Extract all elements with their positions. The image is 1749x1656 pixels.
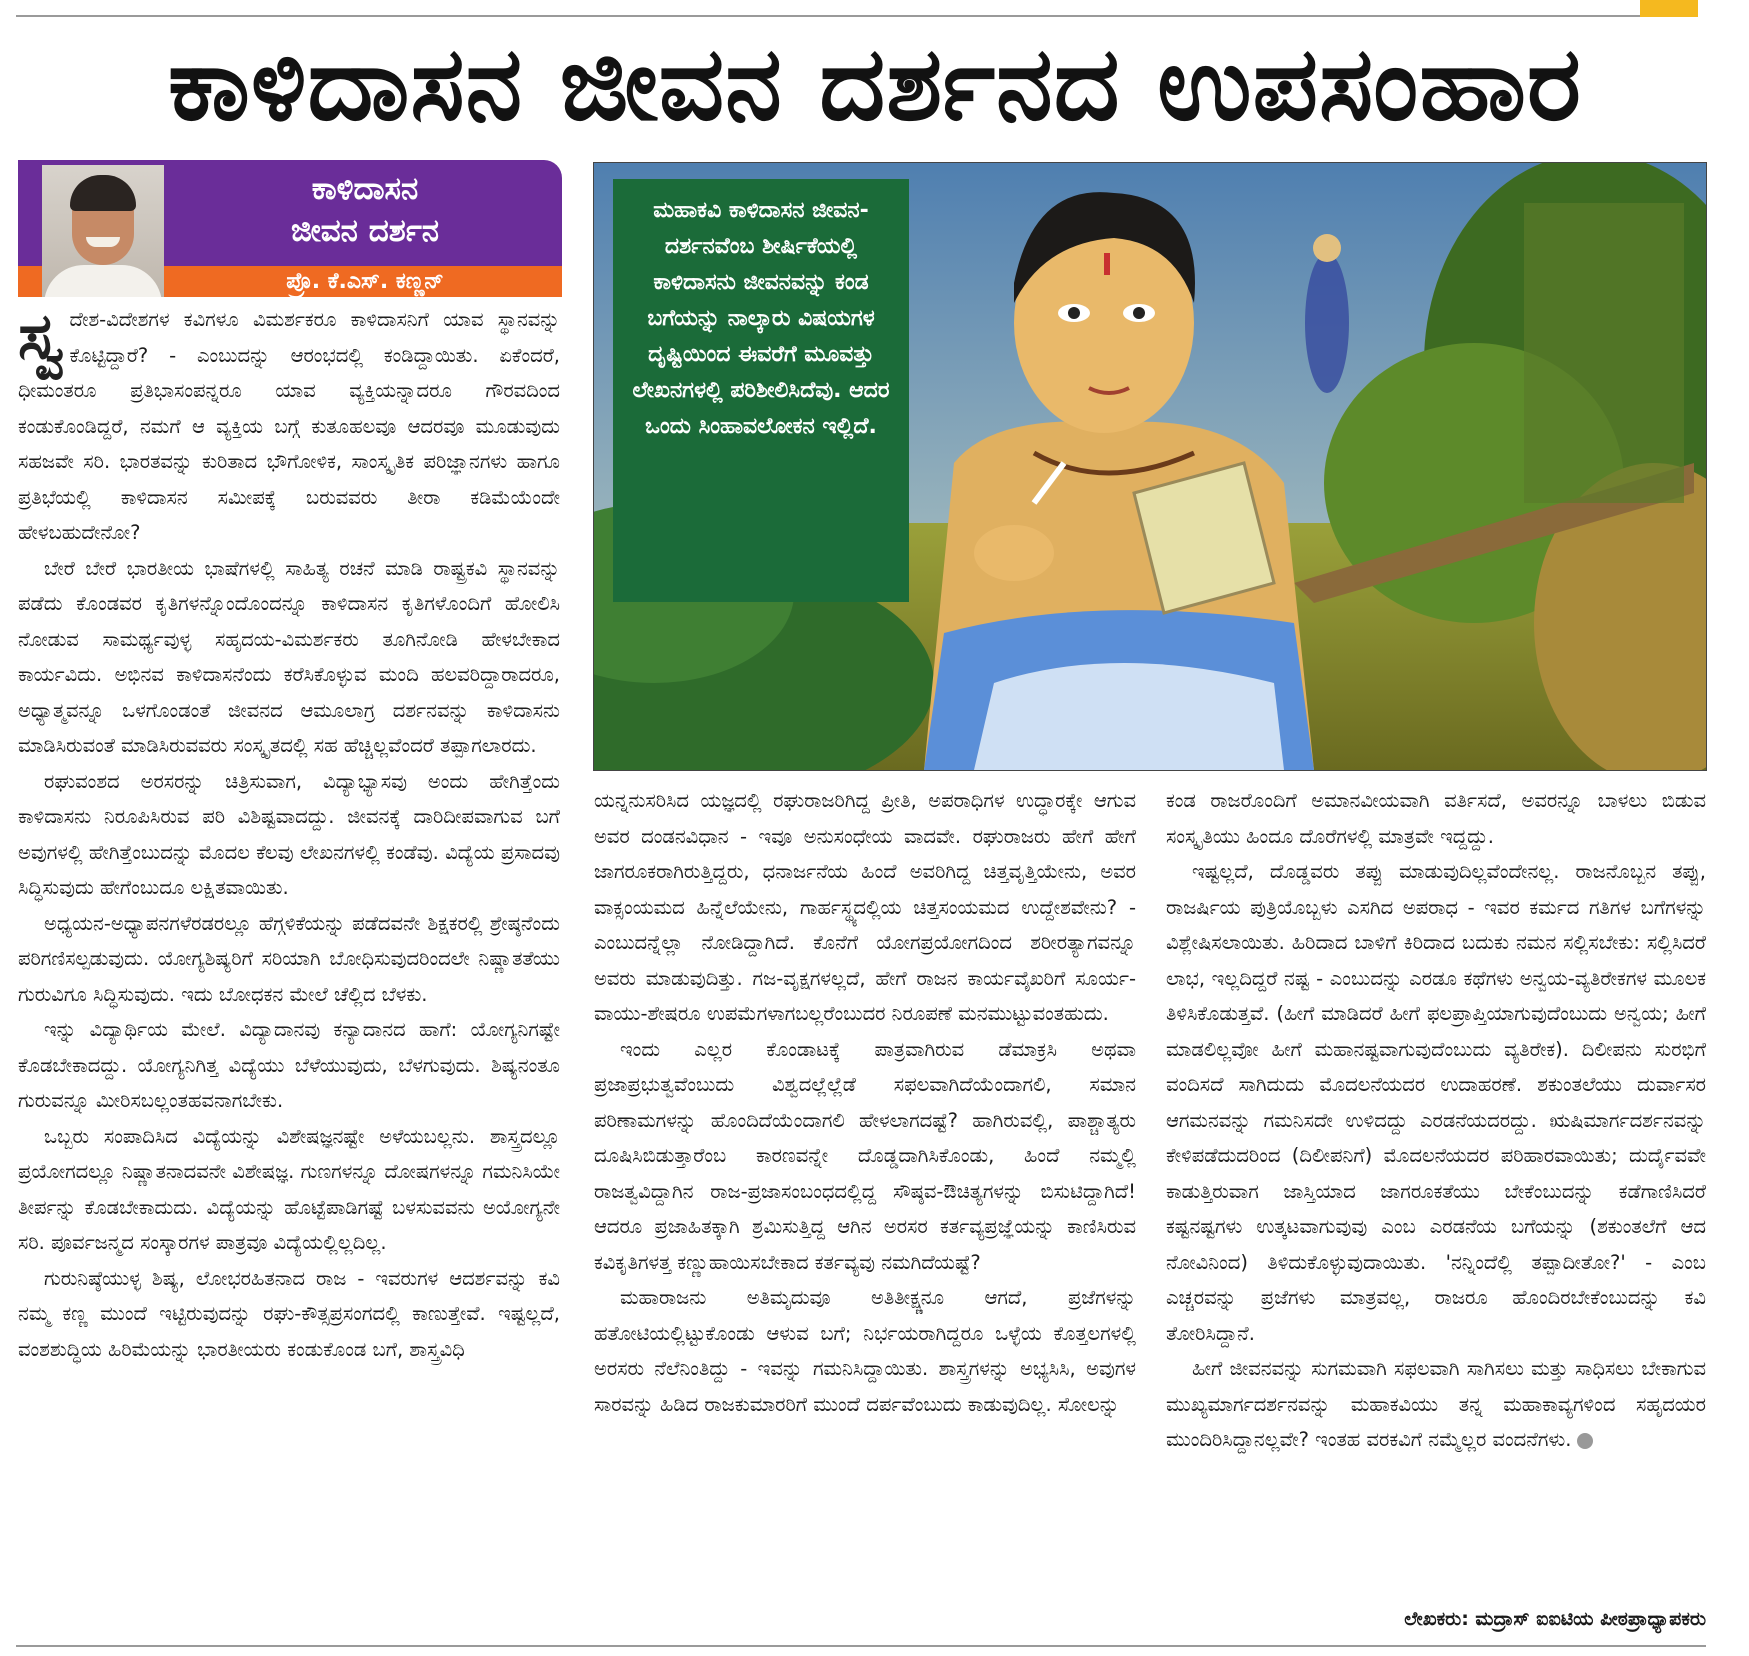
paragraph: ಮಹಾರಾಜನು ಅತಿಮೃದುವೂ ಅತಿತೀಕ್ಷ್ಣನೂ ಆಗದೆ, ಪ್ರಜೆಗಳನ್ನು ಹತೋಟಿಯಲ್ಲಿಟ್ಟುಕೊಂಡು ಆಳುವ ಬಗೆ; ನಿರ್ಭಯರಾಗಿದ್ದರೂ ಒಳ್ಳೆಯ ಕೊತ್ತಲಗಳಲ್ಲಿ ಅರಸರು ನೆಲೆನಿಂತಿದ್ದು - ಇವನ್ನು ಗಮನಿಸಿದ್ದಾಯಿತು. ಶಾಸ್ತ್ರಗಳನ್ನು ಅಭ್ಯಸಿಸಿ, ಅವುಗಳ ಸಾರವನ್ನು ಹಿಡಿದ ರಾಜಕುಮಾರರಿಗೆ ಮುಂದೆ ದರ್ಪವೆಂಬುದು ಕಾಡುವುದಿಲ್ಲ. ಸೋಲನ್ನು — [594, 1286, 1136, 1416]
author-name: ಪ್ರೊ. ಕೆ.ಎಸ್. ಕಣ್ಣನ್ — [286, 269, 444, 294]
paragraph: ಗುರುನಿಷ್ಠೆಯುಳ್ಳ ಶಿಷ್ಯ, ಲೋಭರಹಿತನಾದ ರಾಜ - ಇವರುಗಳ ಆದರ್ಶವನ್ನು ಕವಿ ನಮ್ಮ ಕಣ್ಣ ಮುಂದೆ ಇಟ್ಟಿರುವುದನ್ನು ರಘು-ಕೌತ್ಸಪ್ರಸಂಗದಲ್ಲಿ ಕಾಣುತ್ತೇವೆ. ಇಷ್ಟಲ್ಲದೆ, ವಂಶಶುದ್ಧಿಯ ಹಿರಿಮೆಯನ್ನು ಭಾರತೀಯರು ಕಂಡುಕೊಂಡ ಬಗೆ, ಶಾಸ್ತ್ರವಿಧಿ — [18, 1266, 560, 1361]
article-column-2 — [594, 783, 1136, 1640]
end-bullet-icon — [1577, 1433, 1593, 1449]
paragraph: ಇನ್ನು ವಿದ್ಯಾರ್ಥಿಯ ಮೇಲೆ. ವಿದ್ಯಾದಾನವು ಕನ್ಯಾದಾನದ ಹಾಗೆ: ಯೋಗ್ಯನಿಗಷ್ಟೇ ಕೊಡಬೇಕಾದದ್ದು. ಯೋಗ್ಯನಿಗಿತ್ತ ವಿದ್ಯೆಯು ಬೆಳೆಯುವುದು, ಬೆಳಗುವುದು. ಶಿಷ್ಯನಂತೂ ಗುರುವನ್ನೂ ಮೀರಿಸಬಲ್ಲಂತಹವನಾಗಬೇಕು. — [18, 1018, 560, 1112]
author-credit-note: ಲೇಖಕರು: ಮದ್ರಾಸ್ ಐಐಟಿಯ ಪೀಠಪ್ರಾಧ್ಯಾಪಕರು — [1404, 1608, 1706, 1630]
column-series-title-line1: ಕಾಳಿದಾಸನ — [311, 171, 419, 207]
top-rule — [16, 15, 1640, 17]
column-byline-box — [18, 160, 562, 297]
pullquote-box: ಮಹಾಕವಿ ಕಾಳಿದಾಸನ ಜೀವನ-ದರ್ಶನವೆಂಬ ಶೀರ್ಷಿಕೆಯಲ್ಲಿ ಕಾಳಿದಾಸನು ಜೀವನವನ್ನು ಕಂಡ ಬಗೆಯನ್ನು ನಾಲ್ಕಾರು ವಿಷಯಗಳ ದೃಷ್ಟಿಯಿಂದ ಈವರೆಗೆ ಮೂವತ್ತು ಲೇಖನಗಳಲ್ಲಿ ಪರಿಶೀಲಿಸಿದೆವು. ಆದರ ಒಂದು ಸಿಂಹಾವಲೋಕನ ಇಲ್ಲಿದೆ. — [613, 179, 909, 602]
article-headline: ಕಾಳಿದಾಸನ ಜೀವನ ದರ್ಶನದ ಉಪಸಂಹಾರ — [168, 25, 1582, 144]
paragraph: ಕಂಡ ರಾಜರೊಂದಿಗೆ ಅಮಾನವೀಯವಾಗಿ ವರ್ತಿಸದೆ, ಅವರನ್ನೂ ಬಾಳಲು ಬಿಡುವ ಸಂಸ್ಕೃತಿಯು ಹಿಂದೂ ದೊರೆಗಳಲ್ಲಿ ಮಾತ್ರವೇ ಇದ್ದದ್ದು. — [1166, 789, 1706, 848]
paragraph: ಅಧ್ಯಯನ-ಅಧ್ಯಾಪನಗಳೆರಡರಲ್ಲೂ ಹೆಗ್ಗಳಿಕೆಯನ್ನು ಪಡೆದವನೇ ಶಿಕ್ಷಕರಲ್ಲಿ ಶ್ರೇಷ್ಠನೆಂದು ಪರಿಗಣಿಸಲ್ಪಡುವುದು. ಯೋಗ್ಯಶಿಷ್ಯರಿಗೆ ಸರಿಯಾಗಿ ಬೋಧಿಸುವುದರಿಂದಲೇ ನಿಷ್ಣಾತತೆಯು ಗುರುವಿಗೂ ಸಿದ್ಧಿಸುವುದು. ಇದು ಬೋಧಕನ ಮೇಲೆ ಚೆಲ್ಲಿದ ಬೆಳಕು. — [18, 911, 560, 1006]
paragraph: ಯನ್ನನುಸರಿಸಿದ ಯಜ್ಞದಲ್ಲಿ ರಘುರಾಜರಿಗಿದ್ದ ಪ್ರೀತಿ, ಅಪರಾಧಿಗಳ ಉದ್ಧಾರಕ್ಕೇ ಆಗುವ ಅವರ ದಂಡನವಿಧಾನ - ಇವೂ ಅನುಸಂಧೇಯ ವಾದವೇ. ರಘುರಾಜರು ಹೇಗೆ ಹೇಗೆ ಜಾಗರೂಕರಾಗಿರುತ್ತಿದ್ದರು, ಧನಾರ್ಜನೆಯ ಹಿಂದೆ ಅವರಿಗಿದ್ದ ಚಿತ್ತವೃತ್ತಿಯೇನು, ಅವರ ವಾಕ್ಸಂಯಮದ ಹಿನ್ನೆಲೆಯೇನು, ಗಾರ್ಹಸ್ಥ್ಯದಲ್ಲಿಯ ಚಿತ್ತಸಂಯಮದ ಉದ್ದೇಶವೇನು? - ಎಂಬುದನ್ನೆಲ್ಲಾ ನೋಡಿದ್ದಾಗಿದೆ. ಕೊನೆಗೆ ಯೋಗಪ್ರಯೋಗದಿಂದ ಶರೀರತ್ಯಾಗವನ್ನೂ ಅವರು ಮಾಡುವುದಿತ್ತು. ಗಜ-ವೃಕ್ಷಗಳಲ್ಲದೆ, ಹೇಗೆ ರಾಜನ ಕಾರ್ಯವೈಖರಿಗೆ ಸೂರ್ಯ-ವಾಯು-ಶೇಷರೂ ಉಪಮೆಗಳಾಗಬಲ್ಲರೆಂಬುದರ ನಿರೂಪಣೆ ಮನಮುಟ್ಟುವಂತಹುದು. — [594, 789, 1136, 1025]
bottom-rule — [16, 1645, 1706, 1647]
paragraph: ಬೇರೆ ಬೇರೆ ಭಾರತೀಯ ಭಾಷೆಗಳಲ್ಲಿ ಸಾಹಿತ್ಯ ರಚನೆ ಮಾಡಿ ರಾಷ್ಟ್ರಕವಿ ಸ್ಥಾನವನ್ನು ಪಡೆದು ಕೊಂಡವರ ಕೃತಿಗಳನ್ನೊಂದೊಂದನ್ನೂ ಕಾಳಿದಾಸನ ಕೃತಿಗಳೊಂದಿಗೆ ಹೋಲಿಸಿ ನೋಡುವ ಸಾಮರ್ಥ್ಯವುಳ್ಳ ಸಹೃದಯ-ವಿಮರ್ಶಕರು ತೂಗಿನೋಡಿ ಹೇಳಬೇಕಾದ ಕಾರ್ಯವಿದು. ಅಭಿನವ ಕಾಳಿದಾಸನೆಂದು ಕರೆಸಿಕೊಳ್ಳುವ ಮಂದಿ ಹಲವರಿದ್ದಾರಾದರೂ, ಅಧ್ಯಾತ್ಮವನ್ನೂ ಒಳಗೊಂಡಂತೆ ಜೀವನದ ಆಮೂಲಾಗ್ರ ದರ್ಶನವನ್ನು ಕಾಳಿದಾಸನು ಮಾಡಿಸಿರುವಂತೆ ಮಾಡಿಸಿರುವವರು ಸಂಸ್ಕೃತದಲ್ಲಿ ಸಹ ಹೆಚ್ಚಿಲ್ಲವೆಂದರೆ ತಪ್ಪಾಗಲಾರದು. — [18, 556, 560, 757]
section-color-tab — [1640, 0, 1698, 17]
drop-cap: ಸ್ವ — [18, 302, 64, 374]
paragraph: ರಘುವಂಶದ ಅರಸರನ್ನು ಚಿತ್ರಿಸುವಾಗ, ವಿದ್ಯಾಭ್ಯಾಸವು ಅಂದು ಹೇಗಿತ್ತೆಂದು ಕಾಳಿದಾಸನು ನಿರೂಪಿಸಿರುವ ಪರಿ ವಿಶಿಷ್ಟವಾದದ್ದು. ಜೀವನಕ್ಕೆ ದಾರಿದೀಪವಾಗುವ ಬಗೆ ಅವುಗಳಲ್ಲಿ ಹೇಗಿತ್ತೆಂಬುದನ್ನು ಮೊದಲ ಕೆಲವು ಲೇಖನಗಳಲ್ಲಿ ಕಂಡೆವು. ವಿದ್ಯೆಯ ಪ್ರಸಾದವು ಸಿದ್ಧಿಸುವುದು ಹೇಗೆಂಬುದೂ ಲಕ್ಷಿತವಾಯಿತು. — [18, 769, 560, 899]
paragraph: ಒಬ್ಬರು ಸಂಪಾದಿಸಿದ ವಿದ್ಯೆಯನ್ನು ವಿಶೇಷಜ್ಞನಷ್ಟೇ ಅಳೆಯಬಲ್ಲನು. ಶಾಸ್ತ್ರದಲ್ಲೂ ಪ್ರಯೋಗದಲ್ಲೂ ನಿಷ್ಣಾತನಾದವನೇ ವಿಶೇಷಜ್ಞ. ಗುಣಗಳನ್ನೂ ದೋಷಗಳನ್ನೂ ಗಮನಿಸಿಯೇ ತೀರ್ಪನ್ನು ಕೊಡಬೇಕಾದುದು. ವಿದ್ಯೆಯನ್ನು ಹೊಟ್ಟೆಪಾಡಿಗಷ್ಟೆ ಬಳಸುವವನು ಅಯೋಗ್ಯನೇ ಸರಿ. ಪೂರ್ವಜನ್ಮದ ಸಂಸ್ಕಾರಗಳ ಪಾತ್ರವೂ ವಿದ್ಯೆಯಲ್ಲಿಲ್ಲದಿಲ್ಲ. — [18, 1124, 560, 1254]
paragraph: ಇಂದು ಎಲ್ಲರ ಕೊಂಡಾಟಕ್ಕೆ ಪಾತ್ರವಾಗಿರುವ ಡೆಮಾಕ್ರಸಿ ಅಥವಾ ಪ್ರಜಾಪ್ರಭುತ್ವವೆಂಬುದು ವಿಶ್ವದಲ್ಲೆಲ್ಲೆಡೆ ಸಫಲವಾಗಿದೆಯೆಂದಾಗಲಿ, ಸಮಾನ ಪರಿಣಾಮಗಳನ್ನು ಹೊಂದಿದೆಯೆಂದಾಗಲಿ ಹೇಳಲಾಗದಷ್ಟೆ? ಹಾಗಿರುವಲ್ಲಿ, ಪಾಶ್ಚಾತ್ಯರು ದೂಷಿಸಿಬಿಡುತ್ತಾರೆಂಬ ಕಾರಣವನ್ನೇ ದೊಡ್ಡದಾಗಿಸಿಕೊಂಡು, ಹಿಂದೆ ನಮ್ಮಲ್ಲಿ ರಾಜತ್ವವಿದ್ದಾಗಿನ ರಾಜ-ಪ್ರಜಾಸಂಬಂಧದಲ್ಲಿದ್ದ ಸೌಷ್ಠವ-ಔಚಿತ್ಯಗಳನ್ನು ಬಿಸುಟಿದ್ದಾಗಿದೆ! ಆದರೂ ಪ್ರಜಾಹಿತಕ್ಕಾಗಿ ಶ್ರಮಿಸುತ್ತಿದ್ದ ಆಗಿನ ಅರಸರ ಕರ್ತವ್ಯಪ್ರಜ್ಞೆಯನ್ನು ಕಾಣಿಸಿರುವ ಕವಿಕೃತಿಗಳತ್ತ ಕಣ್ಣುಹಾಯಿಸಬೇಕಾದ ಕರ್ತವ್ಯವು ನಮಗಿದೆಯಷ್ಟೆ? — [594, 1037, 1136, 1274]
paragraph: ಹೀಗೆ ಜೀವನವನ್ನು ಸುಗಮವಾಗಿ ಸಫಲವಾಗಿ ಸಾಗಿಸಲು ಮತ್ತು ಸಾಧಿಸಲು ಬೇಕಾಗುವ ಮುಖ್ಯಮಾರ್ಗದರ್ಶನವನ್ನು ಮಹಾಕವಿಯು ತನ್ನ ಮಹಾಕಾವ್ಯಗಳಿಂದ ಸಹೃದಯರ ಮುಂದಿರಿಸಿದ್ದಾನಲ್ಲವೇ? ಇಂತಹ ವರಕವಿಗೆ ನಮ್ಮೆಲ್ಲರ ವಂದನೆಗಳು. — [1166, 1357, 1706, 1451]
article-column-1 — [18, 302, 560, 1640]
paragraph: ಇಷ್ಟಲ್ಲದೆ, ದೊಡ್ಡವರು ತಪ್ಪು ಮಾಡುವುದಿಲ್ಲವೆಂದೇನಲ್ಲ. ರಾಜನೊಬ್ಬನ ತಪ್ಪು, ರಾಜರ್ಷಿಯ ಪುತ್ರಿಯೊಬ್ಬಳು ಎಸಗಿದ ಅಪರಾಧ - ಇವರ ಕರ್ಮದ ಗತಿಗಳ ಬಗೆಗಳನ್ನು ವಿಶ್ಲೇಷಿಸಲಾಯಿತು. ಹಿರಿದಾದ ಬಾಳಿಗೆ ಕಿರಿದಾದ ಬದುಕು ನಮನ ಸಲ್ಲಿಸಬೇಕು: ಸಲ್ಲಿಸಿದರೆ ಲಾಭ, ಇಲ್ಲದಿದ್ದರೆ ನಷ್ಟ - ಎಂಬುದನ್ನು ಎರಡೂ ಕಥೆಗಳು ಅನ್ವಯ-ವ್ಯತಿರೇಕಗಳ ಮೂಲಕ ತಿಳಿಸಿಕೊಡುತ್ತವೆ. (ಹೀಗೆ ಮಾಡಿದರೆ ಹೀಗೆ ಫಲಪ್ರಾಪ್ತಿಯಾಗುವುದೆಂಬುದು ಅನ್ವಯ; ಹೀಗೆ ಮಾಡಲಿಲ್ಲವೋ ಹೀಗೆ ಮಹಾನಷ್ಟವಾಗುವುದೆಂಬುದು ವ್ಯತಿರೇಕ). ದಿಲೀಪನು ಸುರಭಿಗೆ ವಂದಿಸದೆ ಸಾಗಿದುದು ಮೊದಲನೆಯದರ ಉದಾಹರಣೆ. ಶಕುಂತಲೆಯು ದುರ್ವಾಸರ ಆಗಮನವನ್ನು ಗಮನಿಸದೇ ಉಳಿದದ್ದು ಎರಡನೆಯದರದ್ದು. ಋಷಿಮಾರ್ಗದರ್ಶನವನ್ನು ಕೇಳಿಪಡೆದುದರಿಂದ (ದಿಲೀಪನಿಗೆ) ಮೊದಲನೆಯದರ ಪರಿಹಾರವಾಯಿತು; ದುರ್ದೈವವೇ ಕಾಡುತ್ತಿರುವಾಗ ಜಾಸ್ತಿಯಾದ ಜಾಗರೂಕತೆಯು ಬೇಕೆಂಬುದನ್ನು ಕಡೆಗಾಣಿಸಿದರೆ ಕಷ್ಟನಷ್ಟಗಳು ಉತ್ಕಟವಾಗುವುವು ಎಂಬ ಎರಡನೆಯ ಬಗೆಯನ್ನು (ಶಕುಂತಲೆಗೆ ಆದ ನೋವಿನಿಂದ) ತಿಳಿದುಕೊಳ್ಳುವುದಾಯಿತು. 'ನನ್ನಿಂದೆಲ್ಲಿ ತಪ್ಪಾದೀತೋ?' - ಎಂಬ ಎಚ್ಚರವನ್ನು ಪ್ರಜೆಗಳು ಮಾತ್ರವಲ್ಲ, ರಾಜರೂ ಹೊಂದಿರಬೇಕೆಂಬುದನ್ನು ಕವಿ ತೋರಿಸಿದ್ದಾನೆ. — [1166, 860, 1706, 1345]
paragraph: ಸ್ವ ದೇಶ-ವಿದೇಶಗಳ ಕವಿಗಳೂ ವಿಮರ್ಶಕರೂ ಕಾಳಿದಾಸನಿಗೆ ಯಾವ ಸ್ಥಾನವನ್ನು ಕೊಟ್ಟಿದ್ದಾರೆ? - ಎಂಬುದನ್ನು ಆರಂಭದಲ್ಲಿ ಕಂಡಿದ್ದಾಯಿತು. ಏಕೆಂದರೆ, ಧೀಮಂತರೂ ಪ್ರತಿಭಾಸಂಪನ್ನರೂ ಯಾವ ವ್ಯಕ್ತಿಯನ್ನಾದರೂ ಗೌರವದಿಂದ ಕಂಡುಕೊಂಡಿದ್ದರೆ, ನಮಗೆ ಆ ವ್ಯಕ್ತಿಯ ಬಗ್ಗೆ ಕುತೂಹಲವೂ ಆದರವೂ ಮೂಡುವುದು ಸಹಜವೇ ಸರಿ. ಭಾರತವನ್ನು ಕುರಿತಾದ ಭೌಗೋಳಿಕ, ಸಾಂಸ್ಕೃತಿಕ ಪರಿಜ್ಞಾನಗಳು ಹಾಗೂ ಪ್ರತಿಭೆಯಲ್ಲಿ ಕಾಳಿದಾಸನ ಸಮೀಪಕ್ಕೆ ಬರುವವರು ತೀರಾ ಕಡಿಮೆಯೆಂದೇ ಹೇಳಬಹುದೇನೋ? — [18, 302, 560, 544]
column-series-title — [168, 168, 562, 252]
column-series-title-line2: ಜೀವನ ದರ್ಶನ — [291, 213, 439, 249]
article-column-3 — [1166, 783, 1706, 1601]
author-photo — [42, 165, 164, 297]
